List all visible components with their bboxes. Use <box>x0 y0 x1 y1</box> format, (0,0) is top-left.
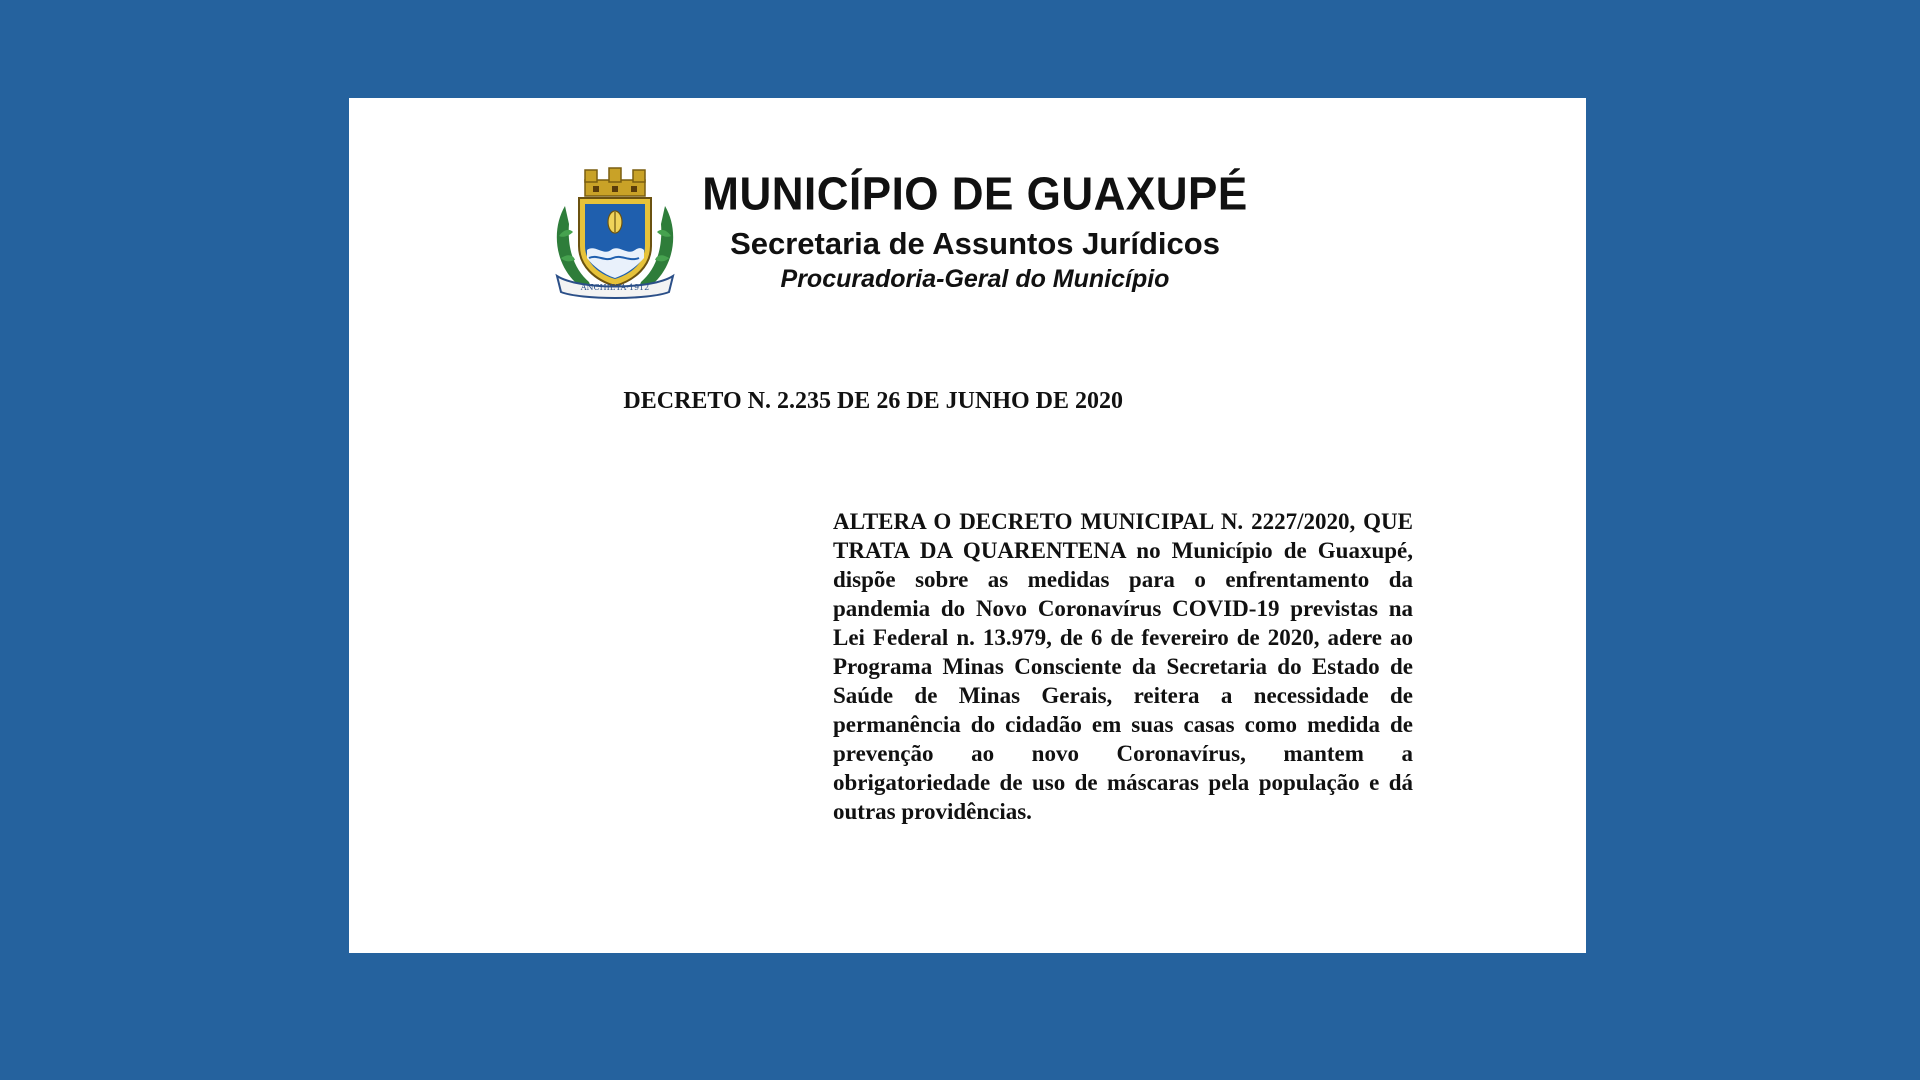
decree-ementa: ALTERA O DECRETO MUNICIPAL N. 2227/2020, QUE TRATA DA QUARENTENA no Município de Guaxupé, dispõe sobre as medidas para o enfrentamento da pandemia do Novo Coronavírus COVID-19 previstas na Lei Federal n. 13.979, de 6 de fevereiro de 2020, adere ao Programa Minas Consciente da Secretaria do Estado de Saúde de Minas Gerais, reitera a necessidade de permanência do cidadão em suas casas como medida de prevenção ao novo Coronavírus, mantem a obrigatoriedade de uso de máscaras pela população e dá outras providências. <box>833 509 1413 824</box>
municipality-title: MUNICÍPIO DE GUAXUPÉ <box>702 168 1248 220</box>
svg-text:ANCHIETA·1912: ANCHIETA·1912 <box>580 283 650 292</box>
letterhead <box>549 166 1269 306</box>
office-name: Procuradoria-Geral do Município <box>780 265 1170 293</box>
decree-title: DECRETO N. 2.235 DE 26 DE JUNHO DE 2020 <box>623 388 1123 414</box>
document-page <box>349 98 1586 953</box>
decree-title-row <box>349 388 1411 415</box>
secretariat-name: Secretaria de Assuntos Jurídicos <box>730 226 1220 261</box>
coat-of-arms-icon <box>549 166 681 302</box>
